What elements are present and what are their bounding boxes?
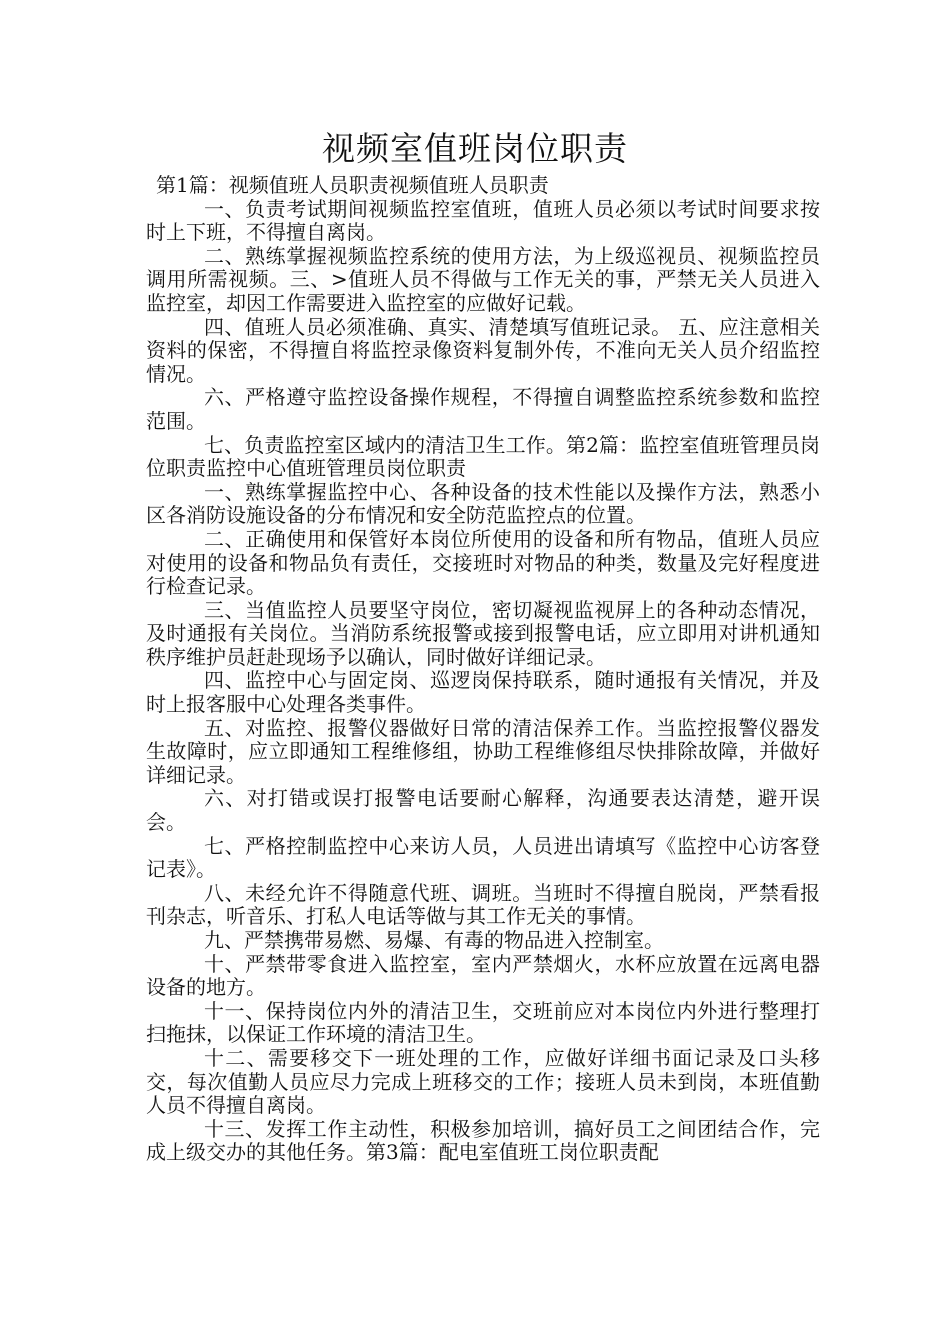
paragraph: 二、熟练掌握视频监控系统的使用方法，为上级巡视员、视频监控员调用所需视频。三、>值班人员不得做与工作无关的事，严禁无关人员进入监控室，却因工作需要进入监控室的应做好记载。	[146, 243, 820, 315]
paragraph: 十二、需要移交下一班处理的工作，应做好详细书面记录及口头移交，每次值勤人员应尽力完成上班移交的工作；接班人员未到岗，本班值勤人员不得擅自离岗。	[146, 1045, 820, 1118]
document-body	[146, 174, 820, 1165]
paragraph: 十、严禁带零食进入监控室，室内严禁烟火，水杯应放置在远离电器设备的地方。	[146, 951, 820, 1000]
paragraph: 一、负责考试期间视频监控室值班，值班人员必须以考试时间要求按时上下班，不得擅自离岗。	[146, 196, 820, 245]
section-heading-1: 第1篇：视频值班人员职责视频值班人员职责	[156, 173, 549, 197]
paragraph: 一、熟练掌握监控中心、各种设备的技术性能以及操作方法，熟悉小区各消防设施设备的分布情况和安全防范监控点的位置。	[146, 479, 820, 528]
paragraph: 十一、保持岗位内外的清洁卫生，交班前应对本岗位内外进行整理打扫拖抹，以保证工作环境的清洁卫生。	[146, 998, 820, 1047]
paragraph: 五、对监控、报警仪器做好日常的清洁保养工作。当监控报警仪器发生故障时，应立即通知工程维修组，协助工程维修组尽快排除故障，并做好详细记录。	[146, 715, 820, 787]
paragraph: 七、严格控制监控中心来访人员，人员进出请填写《监控中心访客登记表》。	[146, 833, 820, 882]
paragraph: 十三、发挥工作主动性，积极参加培训，搞好员工之间团结合作，完成上级交办的其他任务。第3篇：配电室值班工岗位职责配	[146, 1116, 820, 1165]
paragraph: 六、对打错或误打报警电话要耐心解释，沟通要表达清楚，避开误会。	[146, 786, 820, 835]
paragraph: 八、未经允许不得随意代班、调班。当班时不得擅自脱岗，严禁看报刊杂志，听音乐、打私人电话等做与其工作无关的事情。	[146, 880, 820, 929]
paragraph: 九、严禁携带易燃、易爆、有毒的物品进入控制室。	[204, 928, 664, 952]
paragraph: 三、当值监控人员要坚守岗位，密切凝视监视屏上的各种动态情况，及时通报有关岗位。当消防系统报警或接到报警电话，应立即用对讲机通知秩序维护员赶赴现场予以确认，同时做好详细记录。	[146, 597, 820, 669]
paragraph: 六、严格遵守监控设备操作规程，不得擅自调整监控系统参数和监控范围。	[146, 385, 820, 433]
paragraph: 二、正确使用和保管好本岗位所使用的设备和所有物品，值班人员应对使用的设备和物品负有责任，交接班时对物品的种类，数量及完好程度进行检查记录。	[146, 526, 820, 599]
document-title: 视频室值班岗位职责	[322, 129, 628, 168]
paragraph: 四、值班人员必须准确、真实、清楚填写值班记录。 五、应注意相关资料的保密，不得擅自将监控录像资料复制外传，不准向无关人员介绍监控情况。	[146, 314, 820, 386]
paragraph: 四、监控中心与固定岗、巡逻岗保持联系，随时通报有关情况，并及时上报客服中心处理各类事件。	[146, 668, 820, 717]
paragraph: 七、负责监控室区域内的清洁卫生工作。第2篇：监控室值班管理员岗位职责监控中心值班管理员岗位职责	[146, 432, 820, 481]
